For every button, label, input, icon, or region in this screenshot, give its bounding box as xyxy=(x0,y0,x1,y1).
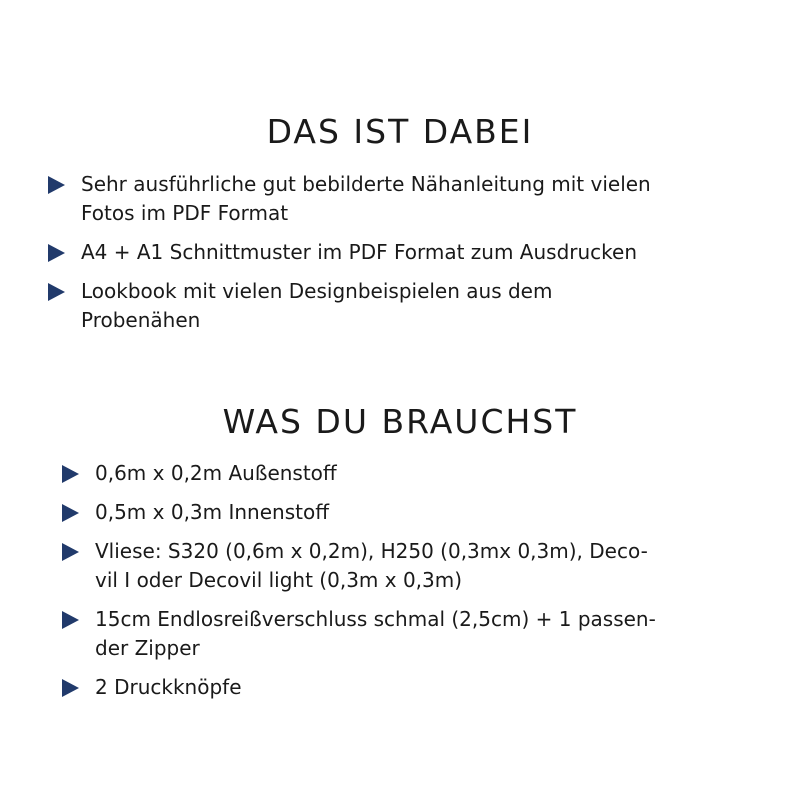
list-item xyxy=(62,459,778,488)
triangle-right-icon xyxy=(48,283,65,301)
list-item xyxy=(62,605,778,663)
triangle-right-icon xyxy=(48,176,65,194)
triangle-right-icon xyxy=(62,465,79,483)
list-item-line: Probenähen xyxy=(81,308,201,332)
list-item xyxy=(62,498,778,527)
triangle-right-icon xyxy=(62,543,79,561)
list-item xyxy=(48,277,778,335)
list-item-line: Vliese: S320 (0,6m x 0,2m), H250 (0,3mx 0,3m), Deco- xyxy=(95,539,648,563)
triangle-right-icon xyxy=(62,679,79,697)
list-item xyxy=(48,170,778,228)
list-item-line: 0,5m x 0,3m Innenstoff xyxy=(95,500,329,524)
section-title-requirements: WAS DU BRAUCHST xyxy=(222,402,578,441)
included-list xyxy=(48,170,778,345)
list-item-line: Sehr ausführliche gut bebilderte Nähanleitung mit vielen xyxy=(81,172,651,196)
list-item-line: Lookbook mit vielen Designbeispielen aus dem xyxy=(81,279,553,303)
list-item-line: 2 Druckknöpfe xyxy=(95,675,242,699)
triangle-right-icon xyxy=(48,244,65,262)
list-item xyxy=(62,537,778,595)
triangle-right-icon xyxy=(62,611,79,629)
triangle-right-icon xyxy=(62,504,79,522)
section-title-included: DAS IST DABEI xyxy=(266,112,534,151)
list-item-line: der Zipper xyxy=(95,636,200,660)
list-item xyxy=(48,238,778,267)
list-item-line: Fotos im PDF Format xyxy=(81,201,289,225)
list-item-line: vil I oder Decovil light (0,3m x 0,3m) xyxy=(95,568,463,592)
list-item-line: 15cm Endlosreißverschluss schmal (2,5cm) + 1 passen- xyxy=(95,607,656,631)
list-item-line: 0,6m x 0,2m Außenstoff xyxy=(95,461,337,485)
requirements-list xyxy=(62,459,778,712)
list-item-line: A4 + A1 Schnittmuster im PDF Format zum Ausdrucken xyxy=(81,240,638,264)
list-item xyxy=(62,673,778,702)
